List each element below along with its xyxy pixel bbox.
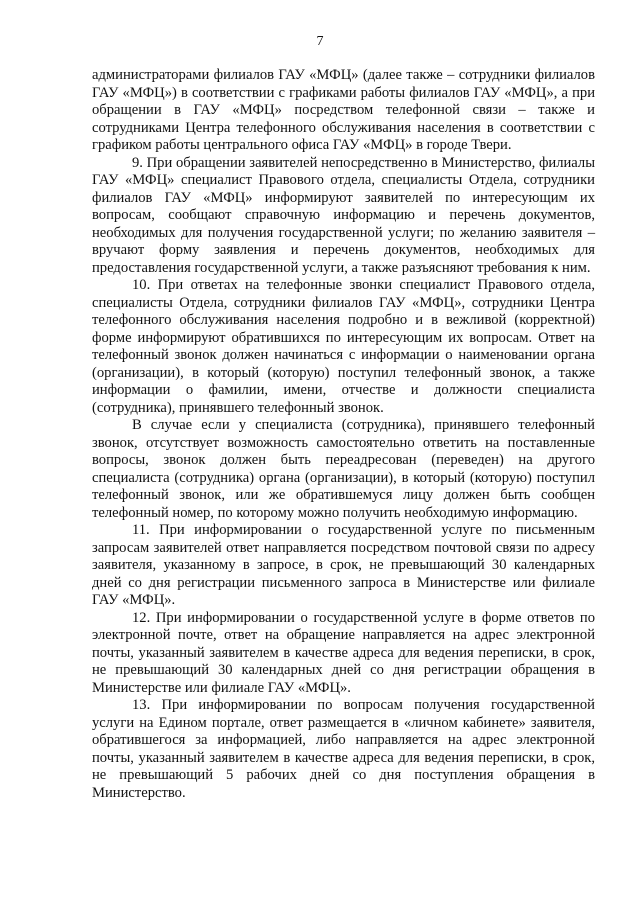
paragraph-11: 11. При информировании о государственной услуге по письменным запросам заявителей ответ направляется посредством почтовой связи по адресу заявителя, указанному в запросе, в срок, не превышающий 30 календарных дней со дня регистрации письменного запроса в Министерстве или филиале ГАУ «МФЦ». (92, 522, 595, 608)
document-body (92, 67, 595, 802)
page-number: 7 (316, 34, 324, 49)
paragraph-continuation: администраторами филиалов ГАУ «МФЦ» (далее также – сотрудники филиалов ГАУ «МФЦ») в соответствии с графиками работы филиалов ГАУ «МФЦ», а при обращении в ГАУ «МФЦ» посредством телефонной связи – также и сотрудниками Центра телефонного обслуживания населения в соответствии с графиком работы центрального офиса ГАУ «МФЦ» в городе Твери. (92, 67, 595, 153)
paragraph-9: 9. При обращении заявителей непосредственно в Министерство, филиалы ГАУ «МФЦ» специалист Правового отдела, специалисты Отдела, сотрудники филиалов ГАУ «МФЦ» информируют заявителей по интересующим их вопросам, сообщают справочную информацию и перечень документов, необходимых для получения государственной услуги; по желанию заявителя – вручают форму заявления и перечень документов, необходимых для предоставления государственной услуги, а также разъясняют требования к ним. (92, 154, 595, 276)
paragraph-13: 13. При информировании по вопросам получения государственной услуги на Едином портале, ответ размещается в «личном кабинете» заявителя, обратившегося за информацией, либо направляется на адрес электронной почты, указанный заявителем в качестве адреса для ведения переписки, в срок, не превышающий 5 рабочих дней со дня поступления обращения в Министерство. (92, 697, 595, 801)
paragraph-12: 12. При информировании о государственной услуге в форме ответов по электронной почте, ответ на обращение направляется на адрес электронной почты, указанный заявителем в качестве адреса для ведения переписки, в срок, не превышающий 30 календарных дней со дня регистрации обращения в Министерстве или филиале ГАУ «МФЦ». (92, 609, 595, 696)
paragraph-10-continuation: В случае если у специалиста (сотрудника), принявшего телефонный звонок, отсутствует возможность самостоятельно ответить на поставленные вопросы, звонок должен быть переадресован (переведен) на другого специалиста (сотрудника) органа (организации), в который (которую) поступил телефонный звонок, или же обратившемуся лицу должен быть сообщен телефонный номер, по которому можно получить необходимую информацию. (92, 417, 595, 521)
paragraph-10: 10. При ответах на телефонные звонки специалист Правового отдела, специалисты Отдела, сотрудники филиалов ГАУ «МФЦ», сотрудники Центра телефонного обслуживания населения подробно и в вежливой (корректной) форме информируют обратившихся по интересующим их вопросам. Ответ на телефонный звонок должен начинаться с информации о наименовании органа (организации), в который (которую) поступил телефонный звонок, а также информации о фамилии, имени, отчестве и должности специалиста (сотрудника), принявшего телефонный звонок. (92, 277, 595, 416)
